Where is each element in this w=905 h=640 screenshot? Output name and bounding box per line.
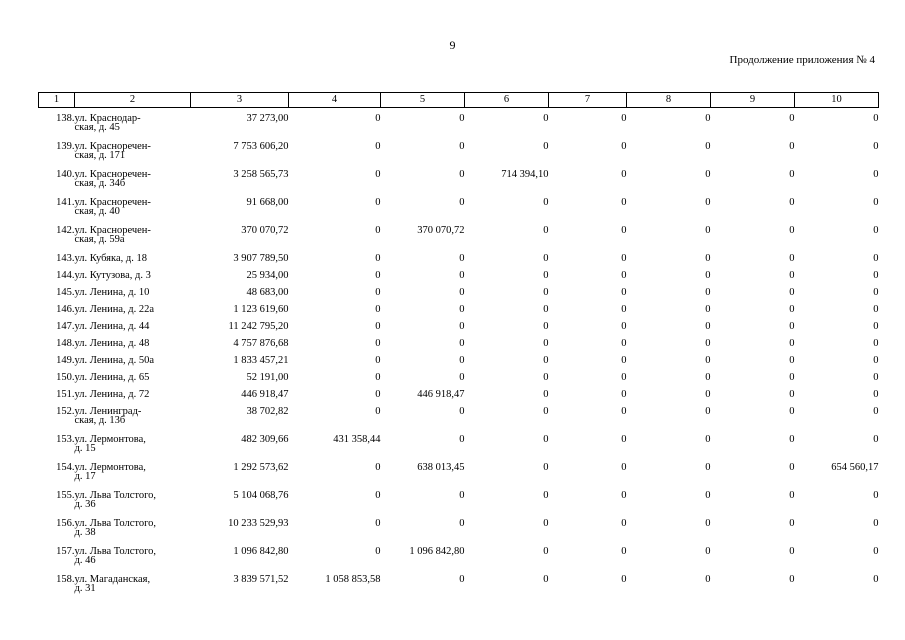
address-line: ул. Кубяка, д. 18 [74,253,147,264]
row-number: 153. [56,434,75,445]
value-cell-col-3: 4 757 876,68 [233,338,289,349]
value-cell-col-6: 0 [543,197,549,208]
value-cell-col-10: 0 [873,574,879,585]
value-cell-col-3: 1 833 457,21 [233,355,289,366]
value-cell-col-10: 0 [873,434,879,445]
value-cell-col-7: 0 [621,462,627,473]
column-header: 1 [39,93,75,108]
value-cell-col-10: 0 [873,197,879,208]
value-cell-col-7: 0 [621,321,627,332]
value-cell-col-7: 0 [621,304,627,315]
table-row [39,519,879,547]
table-row [39,322,879,339]
value-cell-col-6: 0 [543,141,549,152]
value-cell-col-10: 0 [873,355,879,366]
value-cell-col-5: 370 070,72 [417,225,465,236]
address-line: ул. Красноречен- [74,225,151,236]
value-cell-col-8: 0 [705,490,711,501]
value-cell-col-10: 0 [873,225,879,236]
value-cell-col-6: 0 [543,574,549,585]
value-cell-col-3: 38 702,82 [246,406,289,417]
value-cell-col-9: 0 [789,518,795,529]
address-line: ская, д. 171 [74,150,126,161]
value-cell-col-9: 0 [789,287,795,298]
value-cell-col-6: 0 [543,287,549,298]
value-cell-col-3: 370 070,72 [241,225,289,236]
table-row [39,271,879,288]
address-line: ул. Ленина, д. 22а [74,304,155,315]
address-cell [75,519,191,547]
address-cell [75,407,191,435]
value-cell-col-5: 0 [459,197,465,208]
value-cell-col-5: 0 [459,372,465,383]
row-number: 157. [56,546,75,557]
value-cell-col-8: 0 [705,169,711,180]
address-line: ская, д. 13б [74,415,126,426]
address-line: д. 46 [74,555,96,566]
value-cell-col-4: 0 [375,355,381,366]
table-row [39,305,879,322]
value-cell-col-10: 0 [873,406,879,417]
value-cell-col-3: 482 309,66 [241,434,289,445]
address-line: ул. Ленина, д. 65 [74,372,150,383]
value-cell-col-6: 0 [543,321,549,332]
address-line: ул. Льва Толстого, [74,518,157,529]
value-cell-col-5: 0 [459,574,465,585]
value-cell-col-8: 0 [705,434,711,445]
value-cell-col-5: 1 096 842,80 [409,546,465,557]
row-number: 146. [56,304,75,315]
value-cell-col-3: 1 123 619,60 [233,304,289,315]
address-line: ская, д. 34б [74,178,126,189]
column-header: 4 [289,93,381,108]
value-cell-col-7: 0 [621,270,627,281]
value-cell-col-10: 0 [873,253,879,264]
appendix-caption: Продолжение приложения № 4 [729,54,875,66]
row-number: 147. [56,321,75,332]
value-cell-col-5: 0 [459,338,465,349]
value-cell-col-5: 0 [459,169,465,180]
value-cell-col-7: 0 [621,546,627,557]
value-cell-col-4: 0 [375,338,381,349]
address-cell [75,288,191,305]
address-cell [75,463,191,491]
value-cell-col-4: 0 [375,304,381,315]
value-cell-col-6: 0 [543,225,549,236]
address-line: ул. Красноречен- [74,169,151,180]
value-cell-col-3: 37 273,00 [246,113,289,124]
address-line: ская, д. 40 [74,206,120,217]
value-cell-col-4: 0 [375,169,381,180]
address-cell [75,373,191,390]
value-cell-col-5: 0 [459,141,465,152]
value-cell-col-7: 0 [621,490,627,501]
value-cell-col-10: 0 [873,490,879,501]
value-cell-col-3: 48 683,00 [246,287,289,298]
address-line: ул. Ленина, д. 48 [74,338,150,349]
table-row [39,254,879,271]
value-cell-col-9: 0 [789,389,795,400]
value-cell-col-3: 3 839 571,52 [233,574,289,585]
value-cell-col-9: 0 [789,546,795,557]
address-cell [75,547,191,575]
address-line: ул. Льва Толстого, [74,546,157,557]
value-cell-col-6: 0 [543,462,549,473]
value-cell-col-3: 5 104 068,76 [233,490,289,501]
value-cell-col-10: 0 [873,389,879,400]
address-cell [75,575,191,603]
value-cell-col-6: 0 [543,389,549,400]
value-cell-col-5: 0 [459,490,465,501]
value-cell-col-4: 0 [375,462,381,473]
value-cell-col-6: 0 [543,304,549,315]
value-cell-col-9: 0 [789,113,795,124]
row-number: 145. [56,287,75,298]
address-line: ул. Кутузова, д. 3 [74,270,151,281]
address-line: ская, д. 59а [74,234,125,245]
row-number: 139. [56,141,75,152]
value-cell-col-9: 0 [789,141,795,152]
address-line: ул. Ленина, д. 50а [74,355,155,366]
address-cell [75,198,191,226]
value-cell-col-9: 0 [789,197,795,208]
value-cell-col-8: 0 [705,406,711,417]
value-cell-col-4: 0 [375,225,381,236]
value-cell-col-8: 0 [705,574,711,585]
value-cell-col-9: 0 [789,321,795,332]
value-cell-col-4: 0 [375,270,381,281]
address-cell [75,339,191,356]
value-cell-col-10: 0 [873,141,879,152]
value-cell-col-7: 0 [621,434,627,445]
address-line: ул. Льва Толстого, [74,490,157,501]
value-cell-col-6: 0 [543,490,549,501]
value-cell-col-8: 0 [705,321,711,332]
address-line: ул. Ленина, д. 72 [74,389,150,400]
value-cell-col-4: 0 [375,197,381,208]
value-cell-col-4: 0 [375,518,381,529]
value-cell-col-3: 52 191,00 [246,372,289,383]
value-cell-col-5: 0 [459,270,465,281]
value-cell-col-9: 0 [789,169,795,180]
data-table [38,92,879,603]
address-cell [75,491,191,519]
value-cell-col-3: 1 096 842,80 [233,546,289,557]
address-line: ул. Лермонтова, [74,434,146,445]
address-line: д. 36 [74,499,96,510]
value-cell-col-9: 0 [789,355,795,366]
address-line: ул. Лермонтова, [74,462,146,473]
row-number: 156. [56,518,75,529]
value-cell-col-4: 1 058 853,58 [325,574,381,585]
value-cell-col-7: 0 [621,389,627,400]
value-cell-col-10: 0 [873,304,879,315]
row-number: 144. [56,270,75,281]
value-cell-col-7: 0 [621,518,627,529]
row-number: 149. [56,355,75,366]
table-row [39,373,879,390]
row-number: 143. [56,253,75,264]
row-number: 142. [56,225,75,236]
value-cell-col-9: 0 [789,406,795,417]
value-cell-col-4: 0 [375,546,381,557]
value-cell-col-3: 10 233 529,93 [228,518,289,529]
table-row [39,463,879,491]
value-cell-col-4: 0 [375,490,381,501]
value-cell-col-9: 0 [789,434,795,445]
table-row [39,226,879,254]
value-cell-col-7: 0 [621,225,627,236]
value-cell-col-4: 0 [375,253,381,264]
value-cell-col-10: 0 [873,113,879,124]
address-cell [75,254,191,271]
value-cell-col-5: 638 013,45 [417,462,465,473]
value-cell-col-8: 0 [705,141,711,152]
value-cell-col-9: 0 [789,270,795,281]
value-cell-col-8: 0 [705,197,711,208]
value-cell-col-8: 0 [705,225,711,236]
value-cell-col-3: 91 668,00 [246,197,289,208]
value-cell-col-5: 0 [459,253,465,264]
value-cell-col-6: 0 [543,518,549,529]
value-cell-col-6: 714 394,10 [501,169,549,180]
value-cell-col-6: 0 [543,338,549,349]
address-line: д. 38 [74,527,96,538]
table-row [39,575,879,603]
address-line: д. 31 [74,583,96,594]
value-cell-col-4: 0 [375,113,381,124]
value-cell-col-7: 0 [621,197,627,208]
table-row [39,198,879,226]
value-cell-col-8: 0 [705,338,711,349]
value-cell-col-8: 0 [705,270,711,281]
value-cell-col-8: 0 [705,253,711,264]
value-cell-col-7: 0 [621,287,627,298]
value-cell-col-7: 0 [621,355,627,366]
address-line: ул. Ленина, д. 44 [74,321,150,332]
value-cell-col-5: 0 [459,304,465,315]
row-number: 154. [56,462,75,473]
value-cell-col-8: 0 [705,372,711,383]
address-line: ул. Красноречен- [74,197,151,208]
row-number: 150. [56,372,75,383]
value-cell-col-10: 0 [873,270,879,281]
page-number: 9 [449,38,456,52]
value-cell-col-10: 0 [873,338,879,349]
value-cell-col-9: 0 [789,338,795,349]
address-cell [75,435,191,463]
address-line: ул. Магаданская, [74,574,151,585]
address-cell [75,142,191,170]
value-cell-col-5: 0 [459,287,465,298]
value-cell-col-10: 0 [873,287,879,298]
value-cell-col-4: 0 [375,141,381,152]
value-cell-col-10: 0 [873,372,879,383]
value-cell-col-3: 3 258 565,73 [233,169,289,180]
value-cell-col-9: 0 [789,253,795,264]
value-cell-col-3: 11 242 795,20 [228,321,289,332]
value-cell-col-7: 0 [621,169,627,180]
column-header: 10 [795,93,879,108]
value-cell-col-4: 0 [375,406,381,417]
address-cell [75,356,191,373]
address-cell [75,322,191,339]
value-cell-col-4: 431 358,44 [333,434,381,445]
table-row [39,547,879,575]
value-cell-col-8: 0 [705,462,711,473]
value-cell-col-6: 0 [543,546,549,557]
value-cell-col-5: 446 918,47 [417,389,465,400]
row-number: 158. [56,574,75,585]
value-cell-col-5: 0 [459,321,465,332]
column-header: 3 [191,93,289,108]
value-cell-col-4: 0 [375,321,381,332]
value-cell-col-10: 654 560,17 [831,462,879,473]
table-row [39,407,879,435]
column-header: 9 [711,93,795,108]
table-row [39,170,879,198]
value-cell-col-7: 0 [621,141,627,152]
value-cell-col-8: 0 [705,355,711,366]
value-cell-col-6: 0 [543,372,549,383]
value-cell-col-6: 0 [543,406,549,417]
value-cell-col-8: 0 [705,304,711,315]
address-line: ул. Ленинград- [74,406,142,417]
value-cell-col-8: 0 [705,546,711,557]
value-cell-col-9: 0 [789,304,795,315]
table-row [39,390,879,407]
value-cell-col-3: 25 934,00 [246,270,289,281]
value-cell-col-5: 0 [459,355,465,366]
row-number: 148. [56,338,75,349]
value-cell-col-6: 0 [543,355,549,366]
value-cell-col-7: 0 [621,406,627,417]
value-cell-col-9: 0 [789,490,795,501]
column-header: 7 [549,93,627,108]
value-cell-col-5: 0 [459,518,465,529]
address-cell [75,226,191,254]
address-line: ул. Красноречен- [74,141,151,152]
value-cell-col-6: 0 [543,113,549,124]
value-cell-col-4: 0 [375,372,381,383]
row-number: 141. [56,197,75,208]
value-cell-col-7: 0 [621,253,627,264]
column-header: 8 [627,93,711,108]
value-cell-col-3: 7 753 606,20 [233,141,289,152]
address-cell [75,114,191,142]
value-cell-col-9: 0 [789,225,795,236]
value-cell-col-9: 0 [789,462,795,473]
table-row [39,288,879,305]
table-row [39,142,879,170]
address-line: д. 17 [74,471,96,482]
row-number: 152. [56,406,75,417]
value-cell-col-8: 0 [705,518,711,529]
address-cell [75,390,191,407]
row-number: 155. [56,490,75,501]
address-line: ул. Ленина, д. 10 [74,287,150,298]
value-cell-col-7: 0 [621,113,627,124]
value-cell-col-7: 0 [621,574,627,585]
value-cell-col-6: 0 [543,253,549,264]
column-header: 5 [381,93,465,108]
value-cell-col-8: 0 [705,113,711,124]
value-cell-col-7: 0 [621,372,627,383]
address-line: ул. Краснодар- [74,113,141,124]
value-cell-col-4: 0 [375,389,381,400]
value-cell-col-3: 3 907 789,50 [233,253,289,264]
table-row [39,356,879,373]
value-cell-col-6: 0 [543,270,549,281]
value-cell-col-8: 0 [705,389,711,400]
value-cell-col-10: 0 [873,518,879,529]
value-cell-col-4: 0 [375,287,381,298]
address-cell [75,170,191,198]
value-cell-col-5: 0 [459,406,465,417]
value-cell-col-10: 0 [873,321,879,332]
value-cell-col-3: 446 918,47 [241,389,289,400]
value-cell-col-3: 1 292 573,62 [233,462,289,473]
table-row [39,491,879,519]
header-row [39,93,879,108]
value-cell-col-5: 0 [459,434,465,445]
value-cell-col-7: 0 [621,338,627,349]
row-number: 151. [56,389,75,400]
table-row [39,339,879,356]
column-header: 2 [75,93,191,108]
address-cell [75,305,191,322]
value-cell-col-10: 0 [873,169,879,180]
column-header: 6 [465,93,549,108]
value-cell-col-10: 0 [873,546,879,557]
row-number: 138. [56,113,75,124]
address-line: д. 15 [74,443,96,454]
value-cell-col-9: 0 [789,372,795,383]
row-number: 140. [56,169,75,180]
value-cell-col-5: 0 [459,113,465,124]
table-row [39,114,879,142]
value-cell-col-8: 0 [705,287,711,298]
address-line: ская, д. 45 [74,122,120,133]
value-cell-col-9: 0 [789,574,795,585]
address-cell [75,271,191,288]
table-row [39,435,879,463]
value-cell-col-6: 0 [543,434,549,445]
